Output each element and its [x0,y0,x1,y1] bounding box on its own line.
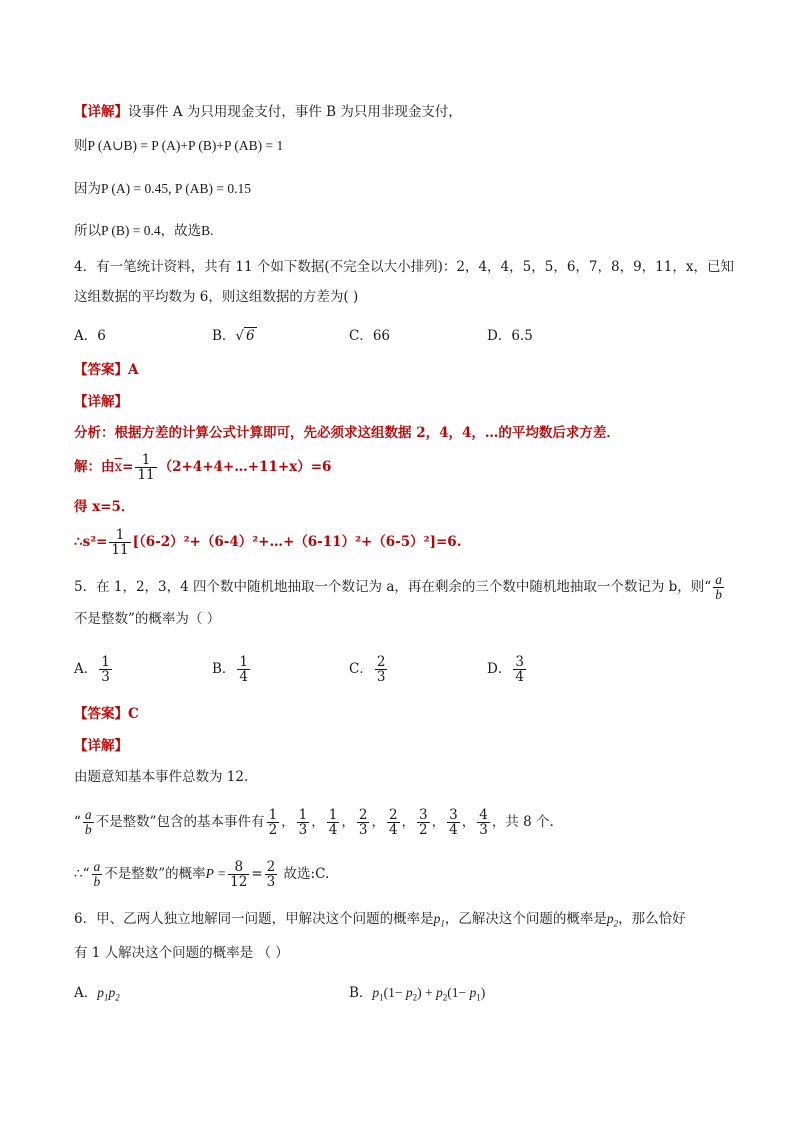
fraction-numerator: 3 [449,806,458,823]
q4-stem-line1: 4．有一笔统计资料，共有 11 个如下数据(不完全以大小排列)：2，4，4，5，5，6，7，8，9，11，x，已知 [74,259,734,275]
q5-probability-line [74,851,734,897]
separator: ， [281,814,295,830]
q5-option-c-label: C． [349,661,373,677]
fraction-numerator: 2 [376,653,386,670]
q5-prob-equals: = [251,866,263,882]
q6-stem-text1: 6．甲、乙两人独立地解同一问题，甲解决这个问题的概率是 [74,911,434,927]
fraction-denominator: b [93,874,101,889]
q5-stem-text1: 5．在 1，2，3，4 四个数中随机地抽取一个数记为 a，再在剩余的三个数中随机地抽取一个数记为 b，则“ [74,579,712,595]
fraction-denominator: 2 [268,822,278,838]
q3-detail-line4 [74,221,734,241]
q5-stem-fraction [713,573,724,602]
q5-total: 由题意知基本事件总数为 12. [74,769,249,785]
q5-event-fraction [417,808,430,837]
q5-prob-fraction2 [265,860,278,889]
fraction-numerator: 1 [328,806,338,823]
q5-option-b-fraction [237,655,250,684]
fraction-denominator: 4 [328,822,338,838]
q5-prob-p: P = [205,866,227,881]
q5-event-fraction [327,808,340,837]
q4-mean-fraction [135,453,156,482]
fraction-numerator: 3 [515,653,524,670]
fraction-denominator: 3 [298,822,308,838]
q4-variance-fraction [109,528,130,557]
q4-mean-symbol: $\overline{x}$ [114,459,123,475]
separator: ， [401,814,416,830]
q5-events-ab-fraction [83,808,94,837]
q3-detail-line3: 因为P (A) = 0.45, P (AB) = 0.15 [74,181,251,196]
answer-label: 【答案】 [74,706,128,722]
fraction-denominator: 3 [479,822,488,838]
fraction-denominator: 4 [449,822,458,838]
q5-prob-fraction1 [228,860,249,889]
q5-answer-line [74,704,734,724]
fraction-numerator: 8 [228,860,249,875]
q5-answer-value: C [128,706,139,722]
fraction-denominator: b [84,822,92,837]
q4-variance-prefix: ∴s²= [74,534,108,550]
separator: ， [431,814,446,830]
fraction-denominator: 4 [388,822,398,838]
separator: ， [311,814,325,830]
fraction-denominator: b [715,587,722,602]
q4-stem-line2: 这组数据的平均数为 6，则这组数据的方差为( ) [74,289,359,305]
q5-event-fraction [447,808,460,837]
separator: ， [341,814,355,830]
q4-option-b-label: B． [212,328,236,344]
fraction-denominator: 3 [376,669,386,685]
q6-stem-line1 [74,909,734,934]
q5-stem-line1 [74,566,734,608]
q5-option-a-fraction [99,655,112,684]
q5-events-list [265,806,492,838]
q5-prob-ab-fraction [92,860,103,889]
q5-events-prefix: “ [74,814,81,830]
q4-option-a: A．6 [74,328,106,344]
q4-solution-line [74,446,734,488]
q3-conclusion: ，故选B. [160,223,214,238]
q4-analysis: 分析：根据方差的计算公式计算即可，先必须求这组数据 2，4，4，…的平均数后求方差． [74,425,620,441]
fraction-numerator: 1 [239,653,249,670]
q4-detail-label: 【详解】 [74,394,128,410]
q3-detail-line2: 则P (A∪B) = P (A)+P (B)+P (AB) = 1 [74,138,284,153]
q5-option-d-label: D． [487,661,512,677]
q5-event-fraction [267,808,280,837]
q4-option-b-radicand: 6 [246,328,255,344]
q6-option-b-expr: $p_1(1- p_2) + p_2(1- p_1)$ [372,985,486,1003]
q3-detail-line1 [74,102,734,122]
fraction-numerator: 3 [419,806,428,823]
q4-solution-prefix: 解：由 [74,459,115,475]
q5-events-line [74,799,734,845]
fraction-numerator: a [715,571,722,587]
sqrt-symbol: √ 6 [235,328,255,344]
fraction-denominator: 4 [515,669,524,685]
q6-p2: $p_2$ [606,911,619,929]
q6-stem-line2: 有 1 人解决这个问题的概率是 （ ） [74,945,289,961]
q4-get-x: 得 x=5． [74,499,135,515]
q5-event-fraction [297,808,310,837]
q4-equals: = [122,459,134,475]
q4-answer-value: A [128,362,139,378]
fraction-denominator: 3 [358,822,368,838]
q5-prob-prefix: ∴“ [74,866,90,882]
fraction-numerator: 1 [298,806,308,823]
fraction-numerator: 2 [358,806,368,823]
fraction-numerator: 1 [135,453,156,468]
q5-option-d-fraction [513,655,526,684]
fraction-denominator: 12 [230,874,248,890]
fraction-numerator: 2 [388,806,398,823]
q5-option-b [212,648,252,690]
separator: ， [371,814,385,830]
q4-option-c: C．66 [349,328,391,344]
q6-stem-text2: ，乙解决这个问题的概率是 [444,911,607,927]
q6-p1: $p_1$ [433,911,445,929]
separator: ， [461,814,476,830]
q3-pb-equation: 所以P (B) = 0.4 [74,223,161,238]
q5-option-a-label: A． [74,661,98,677]
q5-prob-suffix: 故选:C. [279,866,330,882]
q5-event-fraction [357,808,370,837]
q6-option-a [74,981,120,1003]
q5-prob-mid: 不是整数”的概率 [104,866,206,882]
fraction-numerator: 4 [479,806,488,823]
q5-option-c [349,648,389,690]
q3-detail-text1: 设事件 A 为只用现金支付，事件 B 为只用非现金支付， [128,104,462,120]
q4-answer-line [74,360,734,380]
q5-detail-label: 【详解】 [74,738,128,754]
q5-event-fraction [387,808,400,837]
q6-option-b [349,981,485,1003]
q5-option-b-label: B． [212,661,236,677]
fraction-numerator: a [84,806,92,822]
q4-option-d: D．6.5 [487,328,533,344]
fraction-denominator: 4 [239,669,249,685]
detail-label: 【详解】 [74,104,128,120]
fraction-numerator: 1 [268,806,278,823]
q6-option-b-label: B． [349,985,373,1001]
fraction-denominator: 2 [419,822,428,838]
q4-variance-line [74,521,734,563]
q4-solution-rest: （2+4+4+…+11+x）=6 [158,459,332,475]
q6-stem-text3: ，那么恰好 [618,911,686,927]
q5-option-c-fraction [375,655,388,684]
fraction-numerator: 1 [109,528,130,543]
q5-option-a [74,648,114,690]
fraction-denominator: 3 [101,669,110,685]
q4-option-b [212,324,257,344]
q5-event-fraction [477,808,490,837]
q5-option-d [487,648,528,690]
q6-option-a-label: A． [74,985,98,1001]
fraction-numerator: a [93,858,101,874]
fraction-denominator: 11 [137,467,155,483]
q6-option-a-expr: $p_1p_2$ [97,985,120,1003]
q4-variance-rest: [（6-2）²+（6-4）²+…+（6-11）²+（6-5）²]=6. [132,534,462,550]
fraction-numerator: 2 [266,858,276,875]
fraction-numerator: 1 [101,653,110,670]
answer-label: 【答案】 [74,362,128,378]
fraction-denominator: 3 [266,874,276,890]
fraction-denominator: 11 [111,542,129,558]
q5-events-mid: 不是整数”包含的基本事件有 [95,814,265,830]
q5-events-suffix: ，共 8 个. [491,814,554,830]
q5-stem-line2: 不是整数”的概率为（ ） [74,611,221,627]
